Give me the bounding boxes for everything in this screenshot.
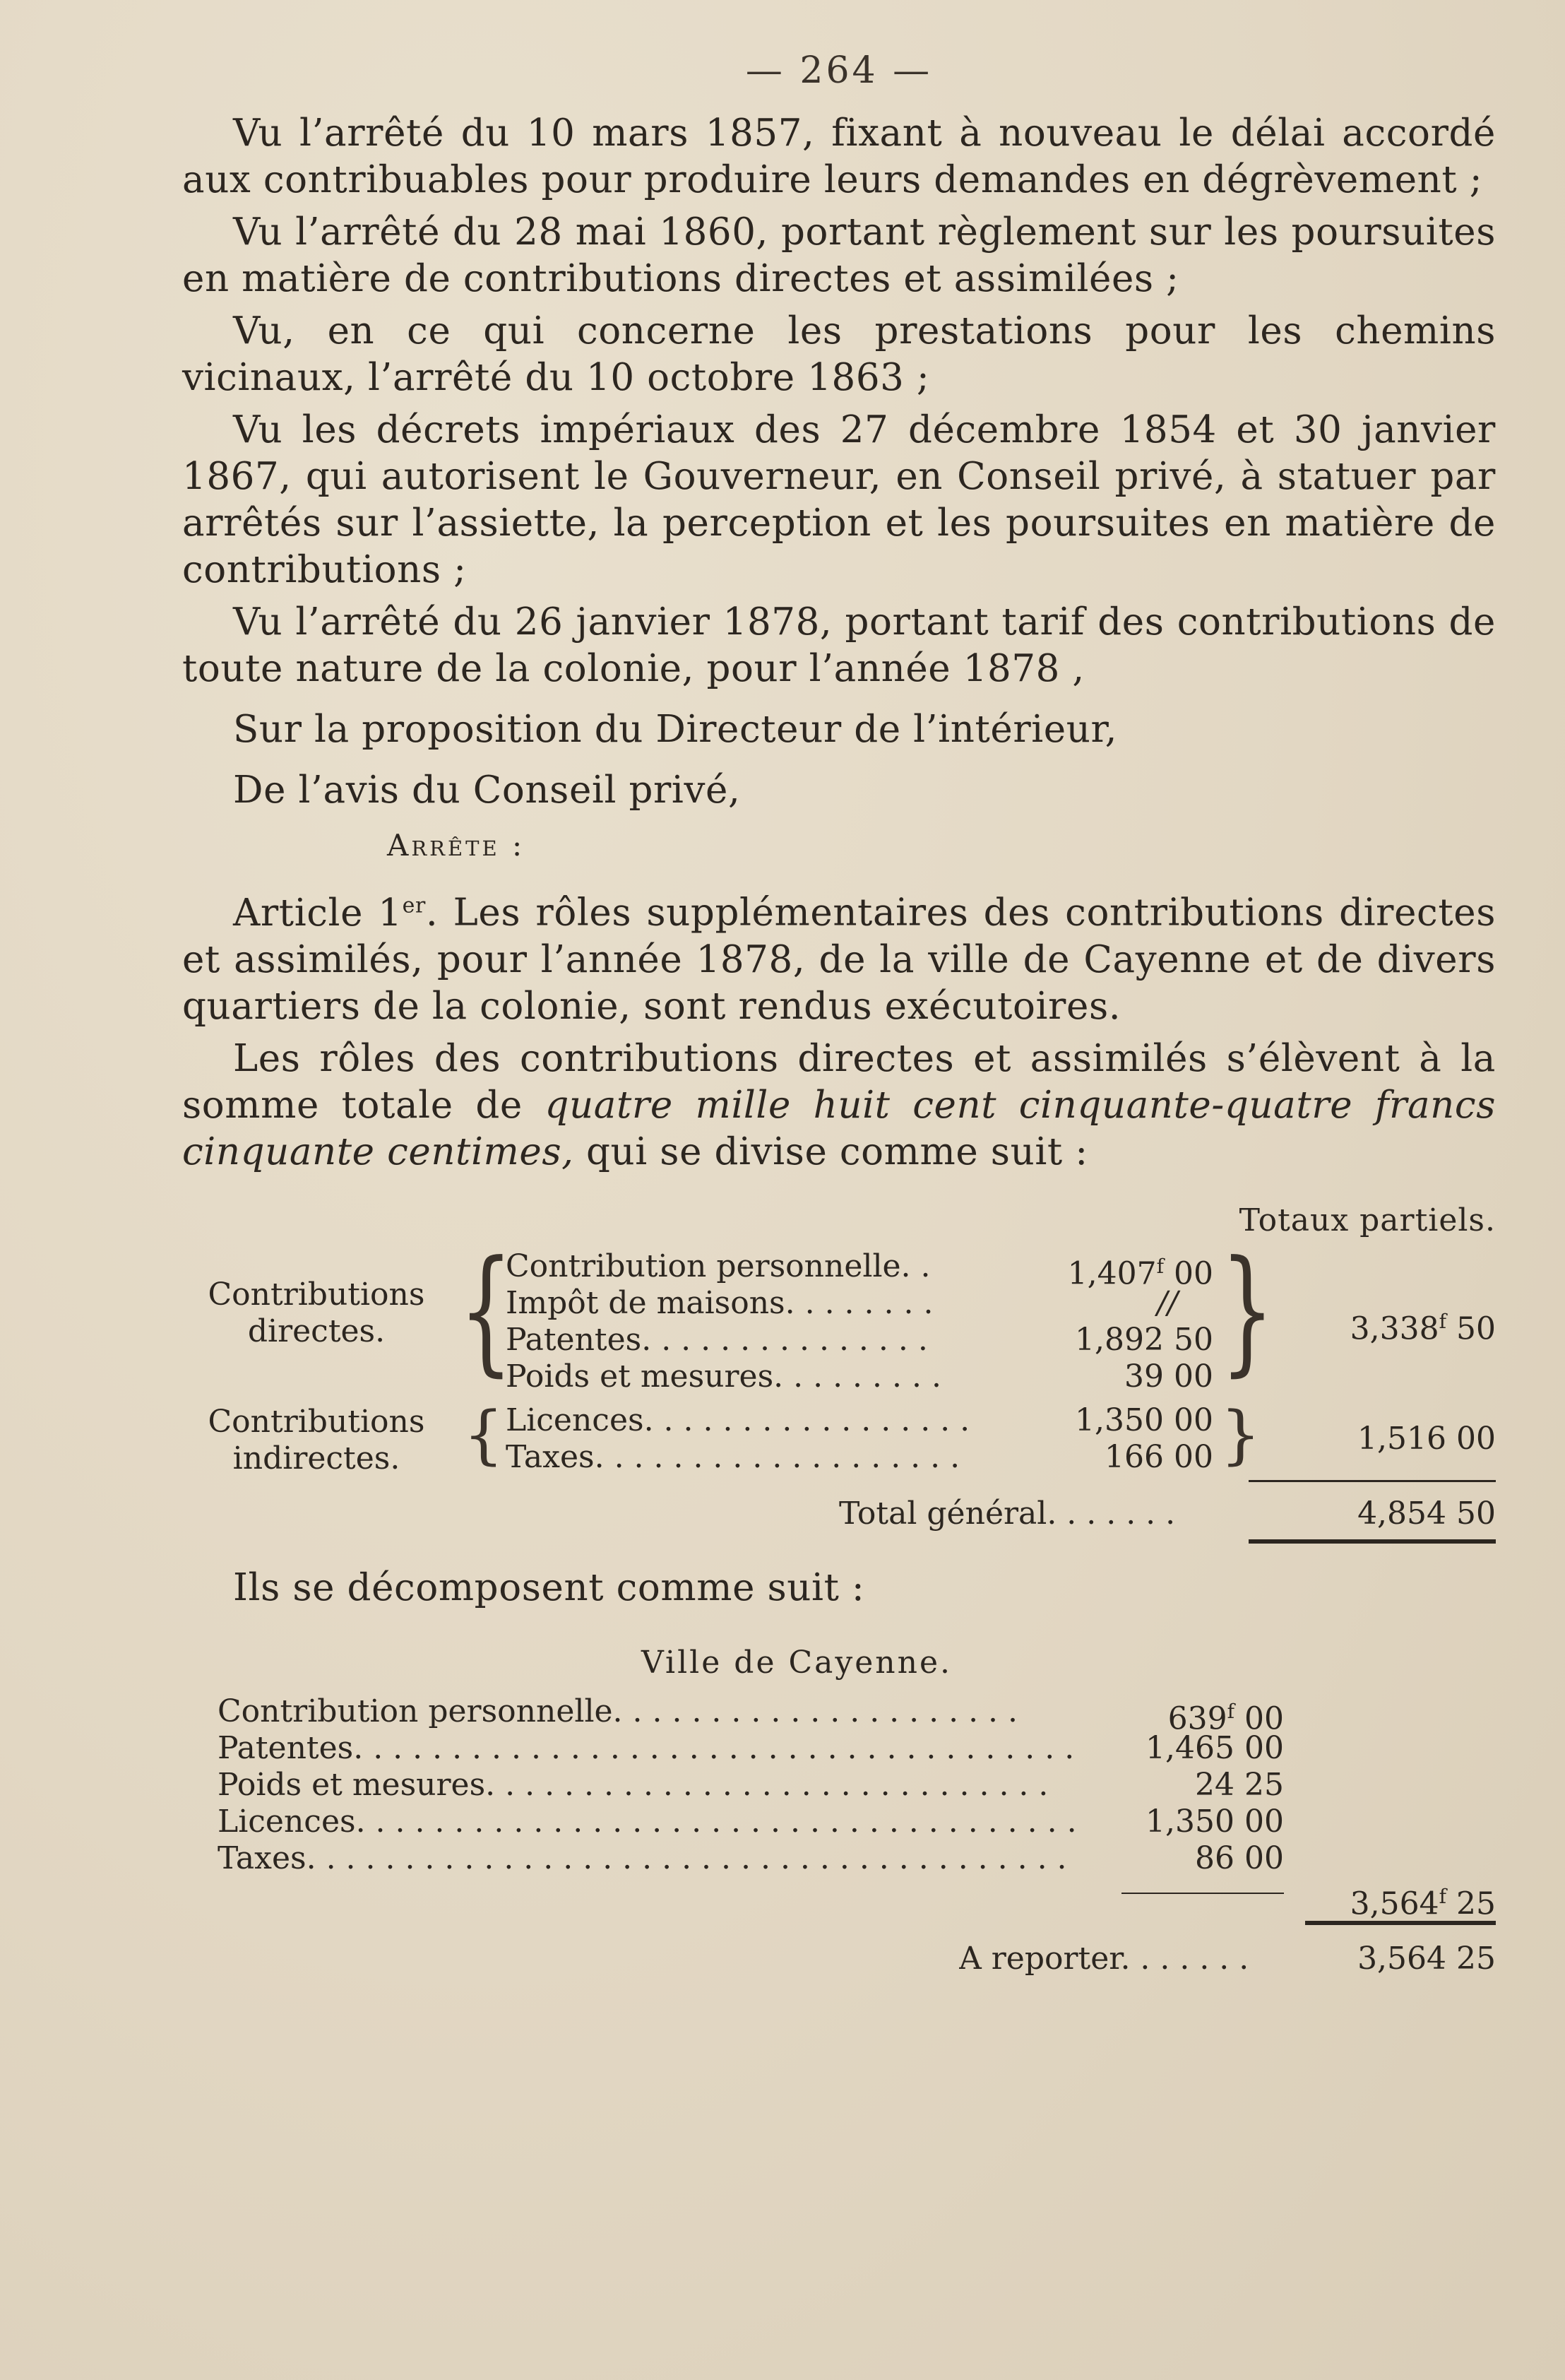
amount-cents: 50 — [1164, 1321, 1213, 1358]
detail-label: Patentes. . . . . . . . . . . . . . . . . . . . . . . . . . . . . . . . . . . . . — [218, 1729, 1075, 1766]
detail-row — [218, 1804, 1100, 1840]
row-label: Taxes. . . . . . . . . . . . . . . . . . . — [506, 1438, 960, 1475]
brace-left-directes: { — [459, 1232, 513, 1390]
report-label: A reporter. . . . . . . — [959, 1940, 1249, 1977]
group-label-line: Contributions — [208, 1276, 425, 1313]
detail-label: Licences. . . . . . . . . . . . . . . . . . . . . . . . . . . . . . . . . . . . . — [218, 1803, 1077, 1840]
article-1-sup: er — [402, 893, 426, 918]
roles-amount-words: quatre mille huit cent cinquante-quatre francs cinquante centimes, — [182, 1083, 1496, 1173]
group-label-line: indirectes. — [232, 1440, 400, 1476]
detail-amount — [1114, 1767, 1284, 1804]
group-label-line: directes. — [247, 1313, 386, 1349]
roles-text-end: qui se divise comme suit : — [573, 1130, 1088, 1173]
amount-cents: 25 — [1234, 1766, 1284, 1803]
row-label: Patentes. . . . . . . . . . . . . . . — [506, 1321, 928, 1358]
detail-row — [218, 1730, 1100, 1767]
row-amount — [1030, 1439, 1213, 1476]
amount-int: 639 — [1167, 1700, 1227, 1737]
roles-paragraph — [182, 1036, 1496, 1176]
amount-int: 24 — [1195, 1766, 1235, 1803]
row-amount — [994, 1285, 1178, 1322]
amount-cents: 00 — [1164, 1402, 1213, 1438]
total-cents: 25 — [1446, 1885, 1496, 1922]
brace-left-indirectes: { — [463, 1397, 504, 1472]
row-label: Impôt de maisons. . . . . . . . — [506, 1284, 934, 1321]
amount-int: 166 — [1105, 1438, 1165, 1475]
group-total-indirectes — [1284, 1421, 1496, 1457]
document-page — [182, 49, 1496, 2061]
total-int: 1,516 — [1357, 1420, 1447, 1457]
total-double-rule — [1249, 1539, 1496, 1544]
row-amount — [1030, 1402, 1213, 1439]
paragraph-vu-1863: Vu, en ce qui concerne les prestations pour les chemins vicinaux, l’arrêté du 10 octobre 1863 ; — [182, 309, 1496, 399]
amount-int: 1,892 — [1075, 1321, 1165, 1358]
detail-amount — [1114, 1840, 1284, 1877]
detail-row — [218, 1767, 1100, 1804]
amount-cents: 00 — [1164, 1255, 1213, 1292]
proposition-line: Sur la proposition du Directeur de l’intérieur, — [233, 708, 1118, 751]
article-1-number — [233, 892, 426, 935]
row-amount — [1030, 1322, 1213, 1358]
paragraph-vu-1878: Vu l’arrêté du 26 janvier 1878, portant tarif des contributions de toute nature de la colonie, pour l’année 1878 , — [182, 600, 1496, 690]
amount-cents: 00 — [1234, 1729, 1284, 1766]
total-sup: f — [1439, 1309, 1447, 1333]
paragraph-vu-1857: Vu l’arrêté du 10 mars 1857, fixant à nouveau le délai accordé aux contribuables pour produire leurs demandes en dégrèvement ; — [182, 112, 1496, 201]
decomposition-heading: Ils se décomposent comme suit : — [233, 1565, 865, 1609]
total-general-label: Total général. . . . . . . — [839, 1495, 1176, 1532]
summary-table — [182, 1232, 1496, 1545]
amount-int: // — [1157, 1284, 1178, 1321]
total-sup: f — [1439, 1884, 1447, 1908]
brace-right-indirectes: { — [1220, 1397, 1261, 1472]
total-int: 3,564 — [1350, 1885, 1439, 1922]
total-general-value: 4,854 50 — [1357, 1495, 1496, 1532]
amount-int: 1,350 — [1146, 1803, 1235, 1840]
group-label-directes — [182, 1277, 451, 1350]
amount-sup: f — [1227, 1699, 1235, 1723]
paragraph-vu-1860: Vu l’arrêté du 28 mai 1860, portant règlement sur les poursuites en matière de contributions directes et assimilées ; — [182, 211, 1496, 300]
total-cents: 50 — [1446, 1310, 1496, 1347]
brace-right-directes: { — [1220, 1232, 1275, 1390]
total-int: 3,338 — [1350, 1310, 1439, 1347]
detail-label: Contribution personnelle. . . . . . . . . . . . . . . . . . . . . — [218, 1693, 1018, 1729]
detail-amount — [1114, 1804, 1284, 1840]
amount-int: 1,350 — [1075, 1402, 1165, 1438]
paragraph-vu-decrets: Vu les décrets impériaux des 27 décembre 1854 et 30 janvier 1867, qui autorisent le Gouverneur, en Conseil privé, à statuer par arrêtés sur l’assiette, la perception et les poursuites en matière de contributions ; — [182, 408, 1496, 591]
total-cents: 00 — [1446, 1420, 1496, 1457]
total-general-row — [839, 1496, 1206, 1532]
detail-table — [182, 1693, 1496, 2061]
row-label: Poids et mesures. . . . . . . . . — [506, 1358, 941, 1395]
amount-cents: 00 — [1164, 1438, 1213, 1475]
subtotal-rule — [1249, 1480, 1496, 1482]
amount-int: 39 — [1124, 1358, 1165, 1395]
group-label-line: Contributions — [208, 1403, 425, 1440]
article-1-text: . Les rôles supplémentaires des contributions directes et assimilés, pour l’année 1878, de la ville de Cayenne et de divers quartiers de la colonie, sont rendus exécutoires. — [182, 891, 1496, 1028]
detail-row — [218, 1693, 1100, 1730]
detail-label: Taxes. . . . . . . . . . . . . . . . . . . . . . . . . . . . . . . . . . . . . . . — [218, 1840, 1067, 1876]
detail-total — [1284, 1878, 1496, 1923]
report-row — [959, 1941, 1256, 1977]
detail-row — [218, 1840, 1100, 1877]
amount-cents: 00 — [1234, 1840, 1284, 1876]
group-total-directes — [1284, 1303, 1496, 1348]
article-1 — [182, 882, 1496, 1030]
detail-label: Poids et mesures. . . . . . . . . . . . . . . . . . . . . . . . . . . . . — [218, 1766, 1049, 1803]
row-label: Contribution personnelle. . — [506, 1248, 931, 1284]
arrete-heading: Arrête : — [387, 828, 525, 863]
article-1-prefix: Article 1 — [233, 891, 403, 935]
detail-rule — [1121, 1893, 1284, 1894]
amount-cents: 00 — [1164, 1358, 1213, 1395]
detail-total-rule — [1305, 1921, 1496, 1925]
amount-int: 86 — [1195, 1840, 1235, 1876]
group-label-indirectes — [182, 1404, 451, 1477]
avis-line: De l’avis du Conseil privé, — [233, 769, 741, 812]
amount-int: 1,465 — [1146, 1729, 1235, 1766]
amount-cents: 00 — [1234, 1803, 1284, 1840]
amount-cents: 00 — [1234, 1700, 1284, 1737]
totaux-partiels-header: Totaux partiels. — [1239, 1202, 1496, 1238]
amount-sup: f — [1156, 1254, 1165, 1278]
report-value: 3,564 25 — [1357, 1940, 1496, 1977]
roles-text-start: Les rôles des contributions directes et assimilés s’élèvent à la somme totale de — [182, 1036, 1496, 1127]
detail-amount — [1114, 1730, 1284, 1767]
row-amount — [1030, 1358, 1213, 1395]
row-label: Licences. . . . . . . . . . . . . . . . . — [506, 1402, 970, 1438]
ville-heading: Ville de Cayenne. — [641, 1644, 952, 1681]
amount-int: 1,407 — [1067, 1255, 1157, 1292]
page-number: — 264 — — [745, 49, 933, 92]
